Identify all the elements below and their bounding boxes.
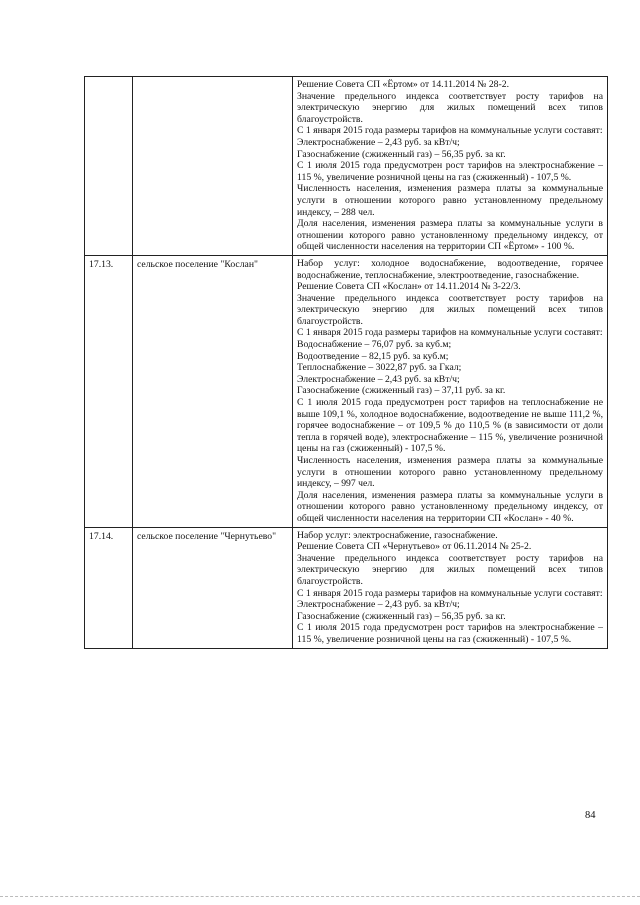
row-number — [85, 77, 133, 256]
description-line: Электроснабжение – 2,43 руб. за кВт/ч; — [297, 599, 460, 611]
tariff-table — [84, 76, 608, 649]
table-row — [85, 77, 608, 256]
row-number: 17.14. — [85, 527, 133, 648]
description-line: Теплоснабжение – 3022,87 руб. за Гкал; — [297, 362, 462, 374]
description-line: Доля населения, изменения размера платы за коммунальные услуги в отношении которого равно установленному предельному индексу, от общей численности населения на территории СП «Ёртом» - 100 %. — [297, 218, 603, 253]
description-line: Газоснабжение (сжиженный газ) – 56,35 руб. за кг. — [297, 610, 506, 622]
description-line: Газоснабжение (сжиженный газ) – 37,11 руб. за кг. — [297, 385, 506, 397]
page-number: 84 — [585, 810, 596, 821]
description-line: Значение предельного индекса соответствует росту тарифов на электрическую энергию для жилых помещений всех типов благоустройств. — [297, 90, 603, 125]
description-line: Электроснабжение – 2,43 руб. за кВт/ч; — [297, 373, 460, 385]
settlement-name: сельское поселение "Кослан" — [133, 255, 293, 527]
description-line: Водоснабжение – 76,07 руб. за куб.м; — [297, 339, 452, 351]
description-line: С 1 января 2015 года размеры тарифов на коммунальные услуги составят: — [297, 327, 603, 339]
description-line: Набор услуг: электроснабжение, газоснабжение. — [297, 529, 498, 541]
row-description — [293, 527, 608, 648]
settlement-name: сельское поселение "Чернутьево" — [133, 527, 293, 648]
description-line: Решение Совета СП «Ёртом» от 14.11.2014 № 28-2. — [297, 79, 509, 90]
description-line: С 1 июля 2015 года предусмотрен рост тарифов на электроснабжение – 115 %, увеличение розничной цены на газ (сжиженный) - 107,5 %. — [297, 160, 603, 183]
description-line: С 1 июля 2015 года предусмотрен рост тарифов на теплоснабжение не выше 109,1 %, холодное водоснабжение, водоотведение не выше 111,2 %, горячее водоснабжение – от 109,5 % до 110,5 % (в зависимости от доли тепла в горячей воде), электроснабжение – 115 %, увеличение розничной цены на газ (сжиженный) - 107,5 %. — [297, 397, 603, 455]
description-line: Газоснабжение (сжиженный газ) – 56,35 руб. за кг. — [297, 148, 506, 160]
description-line: Набор услуг: холодное водоснабжение, водоотведение, горячее водоснабжение, теплоснабжение, электроотведение, газоснабжение. — [297, 257, 603, 281]
row-description — [293, 77, 608, 256]
table-row — [85, 527, 608, 648]
page-bottom-rule — [0, 896, 640, 897]
description-line: Решение Совета СП «Чернутьево» от 06.11.2014 № 25-2. — [297, 541, 532, 553]
description-line: Численность населения, изменения размера платы за коммунальные услуги в отношении которого равно установленному предельному индексу, – 288 чел. — [297, 183, 603, 218]
description-line: Значение предельного индекса соответствует росту тарифов на электрическую энергию для жилых помещений всех типов благоустройств. — [297, 292, 603, 327]
description-line: Электроснабжение – 2,43 руб. за кВт/ч; — [297, 136, 460, 148]
description-line: Численность населения, изменения размера платы за коммунальные услуги в отношении которого равно установленному предельному индексу, – 997 чел. — [297, 455, 603, 490]
description-line: С 1 июля 2015 года предусмотрен рост тарифов на электроснабжение – 115 %, увеличение розничной цены на газ (сжиженный) - 107,5 %. — [297, 622, 603, 645]
description-line: Доля населения, изменения размера платы за коммунальные услуги в отношении которого равно установленному предельному индексу, от общей численности населения на территории СП «Кослан» - 40 %. — [297, 489, 603, 524]
settlement-name — [133, 77, 293, 256]
description-line: Значение предельного индекса соответствует росту тарифов на электрическую энергию для жилых помещений всех типов благоустройств. — [297, 552, 603, 587]
row-description — [293, 255, 608, 527]
description-line: С 1 января 2015 года размеры тарифов на коммунальные услуги составят: — [297, 587, 603, 599]
description-line: Водоотведение – 82,15 руб. за куб.м; — [297, 350, 449, 362]
description-line: Решение Совета СП «Кослан» от 14.11.2014 № 3-22/3. — [297, 281, 521, 293]
row-number: 17.13. — [85, 255, 133, 527]
table-row — [85, 255, 608, 527]
description-line: С 1 января 2015 года размеры тарифов на коммунальные услуги составят: — [297, 125, 603, 137]
